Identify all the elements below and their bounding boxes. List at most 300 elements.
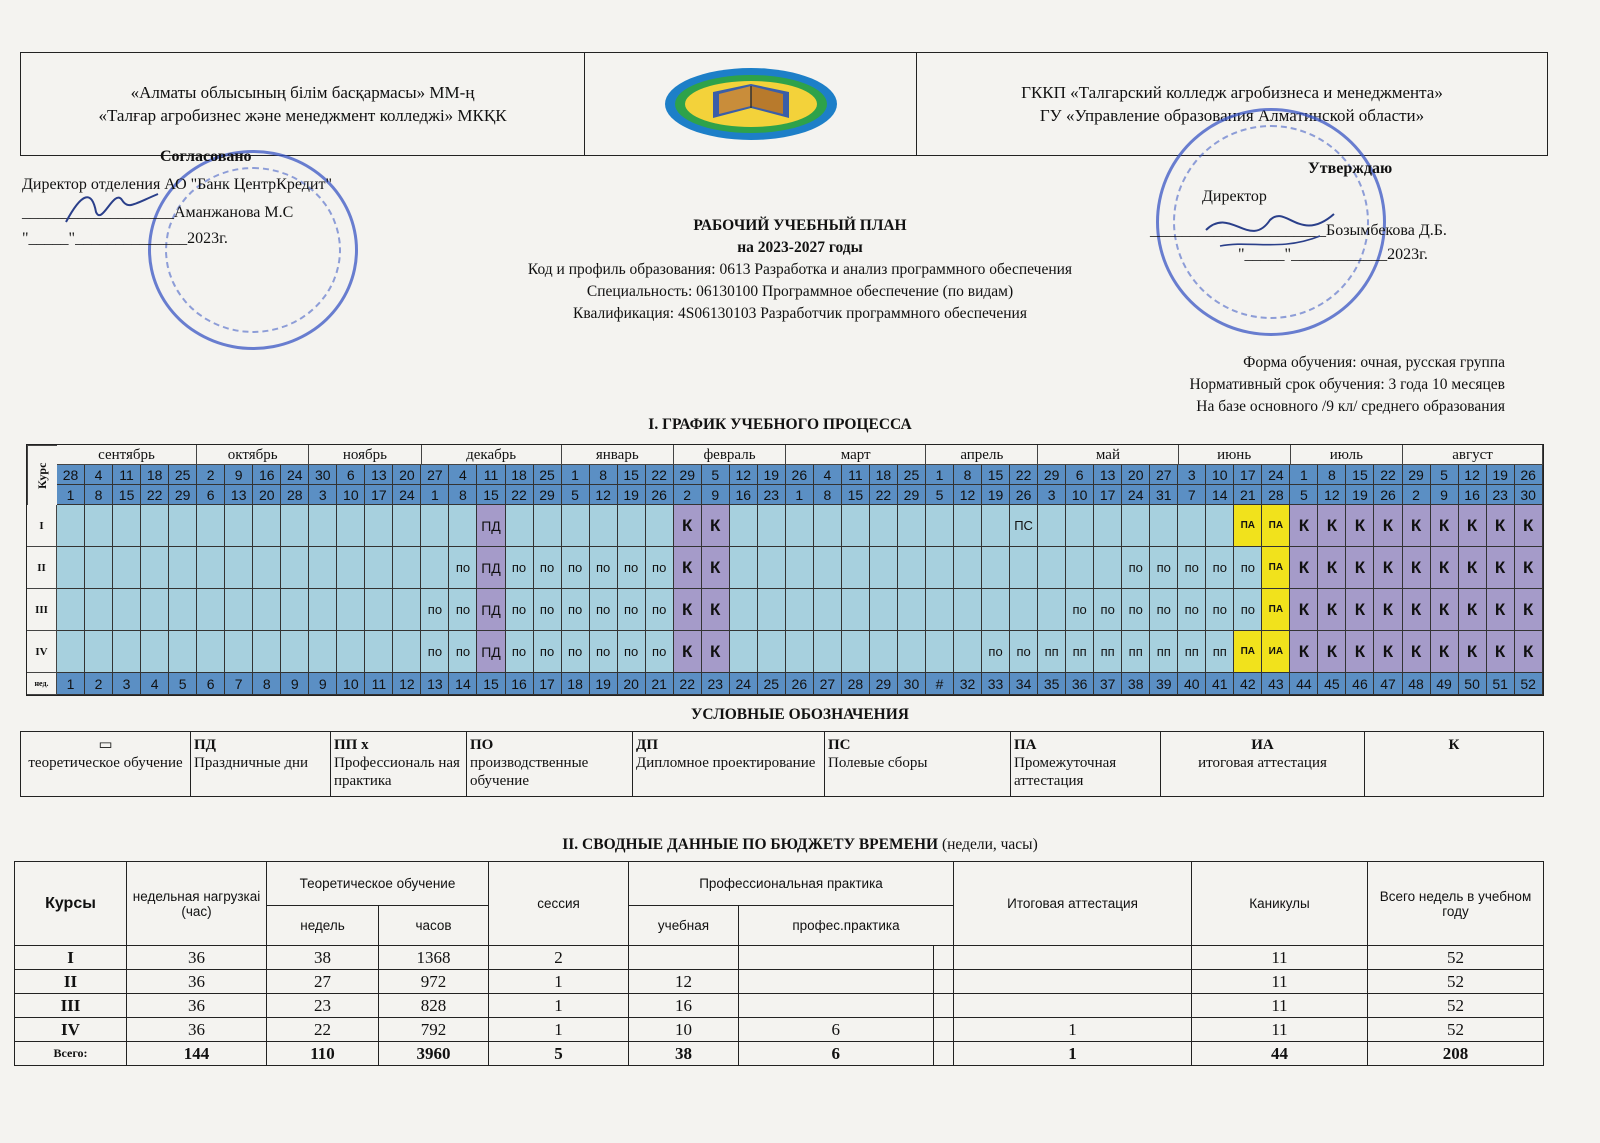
budget-cell-final xyxy=(954,970,1192,994)
schedule-cell xyxy=(197,505,225,547)
schedule-cell xyxy=(534,505,562,547)
schedule-cell: К xyxy=(1403,589,1431,631)
week-start-45: 8 xyxy=(1318,465,1346,485)
schedule-cell: по xyxy=(618,631,646,673)
schedule-cell xyxy=(85,505,113,547)
schedule-cell xyxy=(926,589,954,631)
week-end-50: 16 xyxy=(1459,485,1487,505)
week-end-33: 19 xyxy=(982,485,1010,505)
schedule-cell xyxy=(786,589,814,631)
legend-item-7 xyxy=(1161,732,1365,796)
week-number: 11 xyxy=(365,673,393,695)
schedule-cell: К xyxy=(1431,589,1459,631)
schedule-cell: по xyxy=(1206,589,1234,631)
legend-code-7: ИА xyxy=(1251,737,1274,753)
week-start-19: 8 xyxy=(590,465,618,485)
schedule-cell xyxy=(253,547,281,589)
schedule-cell xyxy=(506,505,534,547)
schedule-cell xyxy=(169,631,197,673)
week-end-34: 26 xyxy=(1010,485,1038,505)
week-number: 16 xyxy=(506,673,534,695)
schedule-cell xyxy=(1010,547,1038,589)
schedule-cell xyxy=(786,505,814,547)
schedule-cell xyxy=(954,547,982,589)
week-start-15: 11 xyxy=(477,465,505,485)
budget-cell-total: 52 xyxy=(1368,946,1544,970)
legend-code-0: ▭ xyxy=(98,737,113,753)
schedule-cell xyxy=(926,505,954,547)
week-number: 37 xyxy=(1094,673,1122,695)
schedule-cell: по xyxy=(1010,631,1038,673)
col-hours: часов xyxy=(379,906,489,946)
schedule-cell xyxy=(730,547,758,589)
week-start-5: 2 xyxy=(197,465,225,485)
budget-cell-edu: 16 xyxy=(629,994,739,1018)
week-number-row xyxy=(27,673,1543,695)
budget-cell-weeks: 110 xyxy=(267,1042,379,1066)
schedule-cell: К xyxy=(1374,547,1402,589)
schedule-cell xyxy=(169,589,197,631)
schedule-cell: по xyxy=(618,547,646,589)
week-end-0: 1 xyxy=(57,485,85,505)
schedule-cell xyxy=(197,547,225,589)
schedule-cell xyxy=(758,505,786,547)
schedule-cell: по xyxy=(1150,589,1178,631)
schedule-cell xyxy=(57,589,85,631)
schedule-cell xyxy=(1010,589,1038,631)
schedule-cell: К xyxy=(1346,547,1374,589)
week-end-47: 26 xyxy=(1374,485,1402,505)
budget-cell-load: 144 xyxy=(127,1042,267,1066)
week-end-26: 1 xyxy=(786,485,814,505)
plan-title: РАБОЧИЙ УЧЕБНЫЙ ПЛАН xyxy=(693,217,907,234)
schedule-cell xyxy=(393,631,421,673)
week-start-28: 11 xyxy=(842,465,870,485)
week-start-1: 4 xyxy=(85,465,113,485)
legend-item-2 xyxy=(331,732,467,796)
week-end-37: 17 xyxy=(1094,485,1122,505)
section2-title-text: II. СВОДНЫЕ ДАННЫЕ ПО БЮДЖЕТУ ВРЕМЕНИ xyxy=(562,836,939,853)
week-number: 23 xyxy=(702,673,730,695)
week-end-15: 15 xyxy=(477,485,505,505)
schedule-cell: К xyxy=(1346,631,1374,673)
budget-cell-course: III xyxy=(15,994,127,1018)
week-number: 35 xyxy=(1038,673,1066,695)
schedule-cell: К xyxy=(1515,505,1543,547)
legend-text-5: Полевые сборы xyxy=(828,755,928,771)
schedule-cell xyxy=(1178,505,1206,547)
budget-row xyxy=(15,1042,1544,1066)
budget-cell-course: IV xyxy=(15,1018,127,1042)
week-end-40: 7 xyxy=(1178,485,1206,505)
week-end-42: 21 xyxy=(1234,485,1262,505)
schedule-cell: по xyxy=(1206,547,1234,589)
section2-title-suffix: (недели, часы) xyxy=(941,836,1038,853)
col-theory: Теоретическое обучение xyxy=(267,862,489,906)
course-row-3 xyxy=(27,631,1543,673)
schedule-cell xyxy=(982,547,1010,589)
schedule-cell xyxy=(393,589,421,631)
study-form-block xyxy=(1189,352,1505,418)
week-end-32: 12 xyxy=(954,485,982,505)
schedule-cell xyxy=(393,505,421,547)
week-end-25: 23 xyxy=(758,485,786,505)
week-number: 52 xyxy=(1515,673,1543,695)
schedule-cell: К xyxy=(1374,589,1402,631)
schedule-cell: К xyxy=(702,505,730,547)
budget-empty-cell xyxy=(933,994,953,1018)
schedule-cell xyxy=(1094,547,1122,589)
schedule-cell: пп xyxy=(1038,631,1066,673)
budget-cell-total: 52 xyxy=(1368,970,1544,994)
week-start-44: 1 xyxy=(1290,465,1318,485)
budget-row xyxy=(15,1018,1544,1042)
week-number: 50 xyxy=(1459,673,1487,695)
week-number: 17 xyxy=(534,673,562,695)
schedule-cell: по xyxy=(534,589,562,631)
month-11: август xyxy=(1403,445,1543,465)
week-start-17: 25 xyxy=(534,465,562,485)
week-end-19: 12 xyxy=(590,485,618,505)
schedule-cell xyxy=(57,547,85,589)
schedule-cell: по xyxy=(562,589,590,631)
course-row-0 xyxy=(27,505,1543,547)
week-number: 21 xyxy=(646,673,674,695)
schedule-cell xyxy=(113,547,141,589)
schedule-cell: пп xyxy=(1122,631,1150,673)
week-start-39: 27 xyxy=(1150,465,1178,485)
schedule-cell: К xyxy=(1346,505,1374,547)
budget-empty-cell xyxy=(933,946,953,970)
week-start-3: 18 xyxy=(141,465,169,485)
week-start-23: 5 xyxy=(702,465,730,485)
legend-title: УСЛОВНЫЕ ОБОЗНАЧЕНИЯ xyxy=(691,706,909,723)
legend-item-3 xyxy=(467,732,633,796)
budget-cell-edu xyxy=(629,946,739,970)
schedule-cell: К xyxy=(1487,589,1515,631)
week-end-3: 22 xyxy=(141,485,169,505)
schedule-cell: К xyxy=(702,547,730,589)
schedule-cell: ПД xyxy=(477,505,505,547)
schedule-cell: ПА xyxy=(1262,589,1290,631)
approval-right-title: Утверждаю xyxy=(1308,160,1393,177)
budget-cell-final: 1 xyxy=(954,1018,1192,1042)
week-number: 6 xyxy=(197,673,225,695)
legend-text-3: производственные обучение xyxy=(470,755,589,789)
week-number: 49 xyxy=(1431,673,1459,695)
schedule-cell: К xyxy=(1318,631,1346,673)
schedule-cell xyxy=(253,631,281,673)
week-start-32: 8 xyxy=(954,465,982,485)
schedule-cell xyxy=(898,589,926,631)
schedule-cell xyxy=(225,589,253,631)
schedule-cell: по xyxy=(1234,547,1262,589)
approval-right-signature: ______________________Бозымбекова Д.Б. xyxy=(1150,222,1447,239)
schedule-cell xyxy=(786,547,814,589)
budget-cell-final: 1 xyxy=(954,1042,1192,1066)
schedule-cell xyxy=(393,547,421,589)
schedule-cell xyxy=(309,631,337,673)
col-load: недельная нагрузкаі (час) xyxy=(127,862,267,946)
legend-item-8 xyxy=(1365,732,1543,796)
schedule-cell: по xyxy=(1122,547,1150,589)
schedule-cell xyxy=(337,505,365,547)
week-start-42: 17 xyxy=(1234,465,1262,485)
week-number: 39 xyxy=(1150,673,1178,695)
budget-cell-total: 52 xyxy=(1368,1018,1544,1042)
week-start-22: 29 xyxy=(674,465,702,485)
week-number: 30 xyxy=(898,673,926,695)
col-practice: Профессиональная практика xyxy=(629,862,954,906)
schedule-cell: по xyxy=(1178,547,1206,589)
schedule-cell: К xyxy=(1374,631,1402,673)
col-total: Всего недель в учебном году xyxy=(1368,862,1544,946)
schedule-cell xyxy=(786,631,814,673)
budget-cell-vacation: 11 xyxy=(1192,994,1368,1018)
schedule-cell xyxy=(1038,547,1066,589)
week-end-28: 15 xyxy=(842,485,870,505)
week-end-30: 29 xyxy=(898,485,926,505)
legend-text-2: Профессиональ ная практика xyxy=(334,755,460,789)
week-number: 48 xyxy=(1403,673,1431,695)
budget-cell-edu: 10 xyxy=(629,1018,739,1042)
week-start-41: 10 xyxy=(1206,465,1234,485)
week-number: 14 xyxy=(449,673,477,695)
schedule-cell: К xyxy=(1431,631,1459,673)
schedule-cell xyxy=(1038,505,1066,547)
week-number: 19 xyxy=(590,673,618,695)
week-number: 24 xyxy=(730,673,758,695)
week-number: 47 xyxy=(1374,673,1402,695)
week-end-39: 31 xyxy=(1150,485,1178,505)
schedule-cell xyxy=(449,505,477,547)
legend-text-6: Промежуточная аттестация xyxy=(1014,755,1117,789)
schedule-cell: по xyxy=(449,631,477,673)
header-left-line2: «Талғар агробизнес және менеджмент колледжі» МКҚК xyxy=(98,106,507,125)
week-start-35: 29 xyxy=(1038,465,1066,485)
week-number: 9 xyxy=(309,673,337,695)
month-8: май xyxy=(1038,445,1178,465)
schedule-cell: К xyxy=(1318,589,1346,631)
week-start-10: 6 xyxy=(337,465,365,485)
schedule-cell: К xyxy=(1403,505,1431,547)
week-start-21: 22 xyxy=(646,465,674,485)
week-number: 34 xyxy=(1010,673,1038,695)
budget-cell-weeks: 38 xyxy=(267,946,379,970)
schedule-cell xyxy=(113,505,141,547)
signature-left-icon xyxy=(62,182,162,232)
week-label: нед. xyxy=(27,673,57,695)
week-start-29: 18 xyxy=(870,465,898,485)
schedule-cell xyxy=(141,589,169,631)
budget-body xyxy=(15,946,1544,1066)
budget-cell-hours: 3960 xyxy=(379,1042,489,1066)
schedule-cell: К xyxy=(674,505,702,547)
legend-code-5: ПС xyxy=(828,737,851,753)
schedule-cell xyxy=(954,589,982,631)
week-number: 9 xyxy=(281,673,309,695)
week-end-14: 8 xyxy=(449,485,477,505)
schedule-cell xyxy=(954,505,982,547)
schedule-cell xyxy=(926,631,954,673)
schedule-cell: К xyxy=(1515,547,1543,589)
schedule-cell xyxy=(1094,505,1122,547)
schedule-cell xyxy=(758,547,786,589)
month-9: июнь xyxy=(1179,445,1291,465)
schedule-cell: по xyxy=(982,631,1010,673)
budget-cell-vacation: 44 xyxy=(1192,1042,1368,1066)
approval-left-signature: ___________________Аманжанова М.С xyxy=(22,204,294,221)
header-right-line1: ГККП «Талгарский колледж агробизнеса и менеджмента» xyxy=(1021,83,1443,102)
schedule-cell: К xyxy=(1487,631,1515,673)
month-5: февраль xyxy=(674,445,786,465)
legend-text-1: Праздничные дни xyxy=(194,755,309,771)
schedule-cell xyxy=(141,631,169,673)
schedule-cell xyxy=(870,547,898,589)
schedule-cell: по xyxy=(1234,589,1262,631)
schedule-cell: по xyxy=(1122,589,1150,631)
plan-code: Код и профиль образования: 0613 Разработка и анализ программного обеспечения xyxy=(527,261,1073,278)
week-number: 29 xyxy=(870,673,898,695)
schedule-cell xyxy=(842,547,870,589)
schedule-cell: К xyxy=(674,547,702,589)
week-number: 32 xyxy=(954,673,982,695)
schedule-cell xyxy=(309,505,337,547)
legend-item-6 xyxy=(1011,732,1161,796)
budget-cell-session: 1 xyxy=(489,1018,629,1042)
budget-cell-load: 36 xyxy=(127,970,267,994)
schedule-cell xyxy=(337,547,365,589)
week-end-43: 28 xyxy=(1262,485,1290,505)
week-start-13: 27 xyxy=(421,465,449,485)
schedule-cell: по xyxy=(421,631,449,673)
week-end-27: 8 xyxy=(814,485,842,505)
schedule-cell: К xyxy=(1374,505,1402,547)
schedule-cell xyxy=(365,547,393,589)
schedule-cell: по xyxy=(449,547,477,589)
week-number: 43 xyxy=(1262,673,1290,695)
schedule-cell xyxy=(337,589,365,631)
week-end-38: 24 xyxy=(1122,485,1150,505)
schedule-cell: по xyxy=(1094,589,1122,631)
month-1: октябрь xyxy=(197,445,309,465)
week-start-36: 6 xyxy=(1066,465,1094,485)
week-end-41: 14 xyxy=(1206,485,1234,505)
schedule-cell: К xyxy=(1318,547,1346,589)
schedule-cell: по xyxy=(646,547,674,589)
budget-row xyxy=(15,994,1544,1018)
week-start-48: 29 xyxy=(1403,465,1431,485)
schedule-cell xyxy=(1150,505,1178,547)
schedule-cell: по xyxy=(1150,547,1178,589)
schedule-cell xyxy=(1066,505,1094,547)
month-4: январь xyxy=(562,445,674,465)
schedule-cell: К xyxy=(1290,589,1318,631)
budget-cell-load: 36 xyxy=(127,994,267,1018)
week-end-10: 10 xyxy=(337,485,365,505)
month-3: декабрь xyxy=(422,445,562,465)
budget-cell-weeks: 27 xyxy=(267,970,379,994)
week-number: 3 xyxy=(113,673,141,695)
schedule-cell: К xyxy=(1515,631,1543,673)
week-number: 27 xyxy=(814,673,842,695)
schedule-cell: К xyxy=(1515,589,1543,631)
budget-cell-load: 36 xyxy=(127,1018,267,1042)
budget-empty-cell xyxy=(933,970,953,994)
schedule-cell: ПС xyxy=(1010,505,1038,547)
schedule-cell xyxy=(365,589,393,631)
week-start-9: 30 xyxy=(309,465,337,485)
plan-years: на 2023-2027 годы xyxy=(737,239,863,256)
schedule-cell xyxy=(842,631,870,673)
schedule-cell xyxy=(758,631,786,673)
study-base: На базе основного /9 кл/ среднего образования xyxy=(1196,398,1505,415)
course-label-1: II xyxy=(27,547,57,589)
schedule-cell: К xyxy=(1290,547,1318,589)
week-start-46: 15 xyxy=(1346,465,1374,485)
week-start-8: 24 xyxy=(281,465,309,485)
schedule-cell: К xyxy=(1459,547,1487,589)
schedule-cell: ПА xyxy=(1234,631,1262,673)
week-end-18: 5 xyxy=(562,485,590,505)
budget-empty-cell xyxy=(933,1042,953,1066)
week-end-21: 26 xyxy=(646,485,674,505)
budget-row xyxy=(15,970,1544,994)
week-end-5: 6 xyxy=(197,485,225,505)
schedule-cell xyxy=(926,547,954,589)
schedule-cell xyxy=(309,547,337,589)
schedule-cell: пп xyxy=(1150,631,1178,673)
schedule-cell xyxy=(870,631,898,673)
week-end-45: 12 xyxy=(1318,485,1346,505)
week-start-25: 19 xyxy=(758,465,786,485)
budget-cell-course: Всего: xyxy=(15,1042,127,1066)
schedule-cell: по xyxy=(1178,589,1206,631)
schedule-cell xyxy=(1122,505,1150,547)
week-start-12: 20 xyxy=(393,465,421,485)
legend-item-0 xyxy=(21,732,191,796)
schedule-cell xyxy=(814,505,842,547)
schedule-cell: по xyxy=(506,631,534,673)
schedule-cell: по xyxy=(1066,589,1094,631)
schedule-cell: по xyxy=(506,589,534,631)
schedule-cell xyxy=(141,547,169,589)
week-number: 1 xyxy=(57,673,85,695)
schedule-cell: ПА xyxy=(1262,547,1290,589)
plan-qualification: Квалификация: 4S06130103 Разработчик программного обеспечения xyxy=(573,305,1027,322)
header-right-line2: ГУ «Управление образования Алматинской области» xyxy=(1039,106,1425,125)
schedule-cell xyxy=(141,505,169,547)
schedule-cell xyxy=(57,505,85,547)
course-header: Курс xyxy=(27,445,57,505)
week-number: 38 xyxy=(1122,673,1150,695)
schedule-cell: пп xyxy=(1094,631,1122,673)
approval-left-title: Согласовано xyxy=(160,148,252,165)
legend-text-4: Дипломное проектирование xyxy=(636,755,816,771)
section1-title: I. ГРАФИК УЧЕБНОГО ПРОЦЕССА xyxy=(648,416,912,433)
legend-text-7: итоговая аттестация xyxy=(1198,755,1327,771)
schedule-cell xyxy=(982,589,1010,631)
schedule-cell xyxy=(253,505,281,547)
week-end-4: 29 xyxy=(169,485,197,505)
schedule-cell xyxy=(421,547,449,589)
week-number: 7 xyxy=(225,673,253,695)
schedule-cell xyxy=(730,631,758,673)
schedule-cell: по xyxy=(562,547,590,589)
schedule-cell: К xyxy=(1459,505,1487,547)
col-courses: Курсы xyxy=(15,862,127,946)
schedule-cell xyxy=(730,505,758,547)
